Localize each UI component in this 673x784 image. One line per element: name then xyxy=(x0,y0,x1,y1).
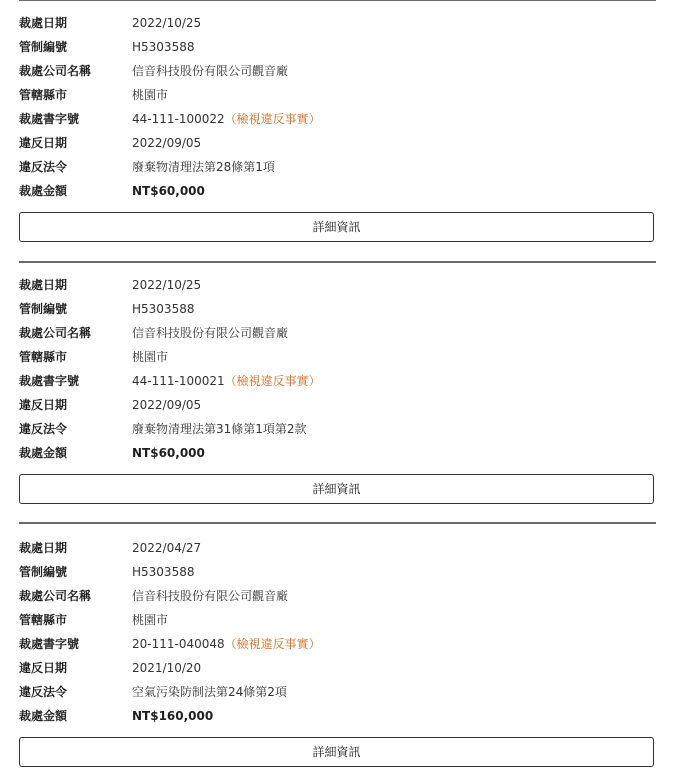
value-violation-date: 2021/10/20 xyxy=(132,661,202,675)
field-company xyxy=(19,584,656,608)
value-company: 信音科技股份有限公司觀音廠 xyxy=(132,326,289,340)
record-divider xyxy=(19,261,656,263)
value-amount: NT$60,000 xyxy=(132,446,205,460)
label-county: 管轄縣市 xyxy=(19,350,68,364)
field-law xyxy=(19,417,656,441)
value-control-no: H5303588 xyxy=(132,40,195,54)
value-amount: NT$60,000 xyxy=(132,184,205,198)
field-amount xyxy=(19,441,656,465)
detail-info-button[interactable]: 詳細資訊 xyxy=(19,474,654,504)
penalty-record-1 xyxy=(19,0,656,261)
field-county xyxy=(19,608,656,632)
label-company: 裁處公司名稱 xyxy=(19,326,92,340)
field-law xyxy=(19,155,656,179)
label-amount: 裁處金額 xyxy=(19,446,68,460)
label-violation-date: 違反日期 xyxy=(19,398,68,412)
field-company xyxy=(19,59,656,83)
value-date: 2022/04/27 xyxy=(132,541,202,555)
label-county: 管轄縣市 xyxy=(19,88,68,102)
field-county xyxy=(19,345,656,369)
value-control-no: H5303588 xyxy=(132,302,195,316)
label-violation-date: 違反日期 xyxy=(19,136,68,150)
field-doc-no xyxy=(19,369,656,393)
value-company: 信音科技股份有限公司觀音廠 xyxy=(132,589,289,603)
label-violation-date: 違反日期 xyxy=(19,661,68,675)
doc-no-text: 44-111-100021 xyxy=(132,374,225,388)
value-doc-no xyxy=(132,632,321,656)
value-date: 2022/10/25 xyxy=(132,278,202,292)
value-county: 桃園市 xyxy=(132,613,169,627)
doc-no-text: 20-111-040048 xyxy=(132,637,225,651)
label-doc-no: 裁處書字號 xyxy=(19,637,80,651)
penalty-record-3 xyxy=(19,522,656,784)
detail-info-button[interactable]: 詳細資訊 xyxy=(19,737,654,767)
label-amount: 裁處金額 xyxy=(19,184,68,198)
label-law: 違反法令 xyxy=(19,685,68,699)
field-doc-no xyxy=(19,632,656,656)
label-control-no: 管制編號 xyxy=(19,565,68,579)
record-divider xyxy=(19,0,656,1)
value-violation-date: 2022/09/05 xyxy=(132,398,202,412)
label-law: 違反法令 xyxy=(19,160,68,174)
label-law: 違反法令 xyxy=(19,422,68,436)
value-county: 桃園市 xyxy=(132,88,169,102)
label-date: 裁處日期 xyxy=(19,278,68,292)
view-violation-facts-link[interactable]: （檢視違反事實） xyxy=(224,637,321,651)
doc-no-text: 44-111-100022 xyxy=(132,112,225,126)
value-company: 信音科技股份有限公司觀音廠 xyxy=(132,64,289,78)
field-violation-date xyxy=(19,131,656,155)
label-date: 裁處日期 xyxy=(19,16,68,30)
field-amount xyxy=(19,704,656,728)
value-date: 2022/10/25 xyxy=(132,16,202,30)
view-violation-facts-link[interactable]: （檢視違反事實） xyxy=(224,112,321,126)
field-violation-date xyxy=(19,656,656,680)
field-law xyxy=(19,680,656,704)
field-date xyxy=(19,536,656,560)
value-law: 廢棄物清理法第28條第1項 xyxy=(132,160,275,174)
field-date xyxy=(19,11,656,35)
value-control-no: H5303588 xyxy=(132,565,195,579)
value-county: 桃園市 xyxy=(132,350,169,364)
label-county: 管轄縣市 xyxy=(19,613,68,627)
field-doc-no xyxy=(19,107,656,131)
detail-info-button[interactable]: 詳細資訊 xyxy=(19,212,654,242)
label-company: 裁處公司名稱 xyxy=(19,64,92,78)
penalty-record-2 xyxy=(19,261,656,523)
field-date xyxy=(19,273,656,297)
value-doc-no xyxy=(132,107,321,131)
label-date: 裁處日期 xyxy=(19,541,68,555)
field-amount xyxy=(19,179,656,203)
field-company xyxy=(19,321,656,345)
field-control-no xyxy=(19,35,656,59)
field-violation-date xyxy=(19,393,656,417)
field-control-no xyxy=(19,297,656,321)
value-amount: NT$160,000 xyxy=(132,709,214,723)
field-control-no xyxy=(19,560,656,584)
value-violation-date: 2022/09/05 xyxy=(132,136,202,150)
field-county xyxy=(19,83,656,107)
record-divider xyxy=(19,522,656,524)
label-control-no: 管制編號 xyxy=(19,302,68,316)
value-law: 廢棄物清理法第31條第1項第2款 xyxy=(132,422,307,436)
label-amount: 裁處金額 xyxy=(19,709,68,723)
label-doc-no: 裁處書字號 xyxy=(19,374,80,388)
value-law: 空氣污染防制法第24條第2項 xyxy=(132,685,287,699)
label-company: 裁處公司名稱 xyxy=(19,589,92,603)
label-control-no: 管制編號 xyxy=(19,40,68,54)
value-doc-no xyxy=(132,369,321,393)
label-doc-no: 裁處書字號 xyxy=(19,112,80,126)
view-violation-facts-link[interactable]: （檢視違反事實） xyxy=(224,374,321,388)
